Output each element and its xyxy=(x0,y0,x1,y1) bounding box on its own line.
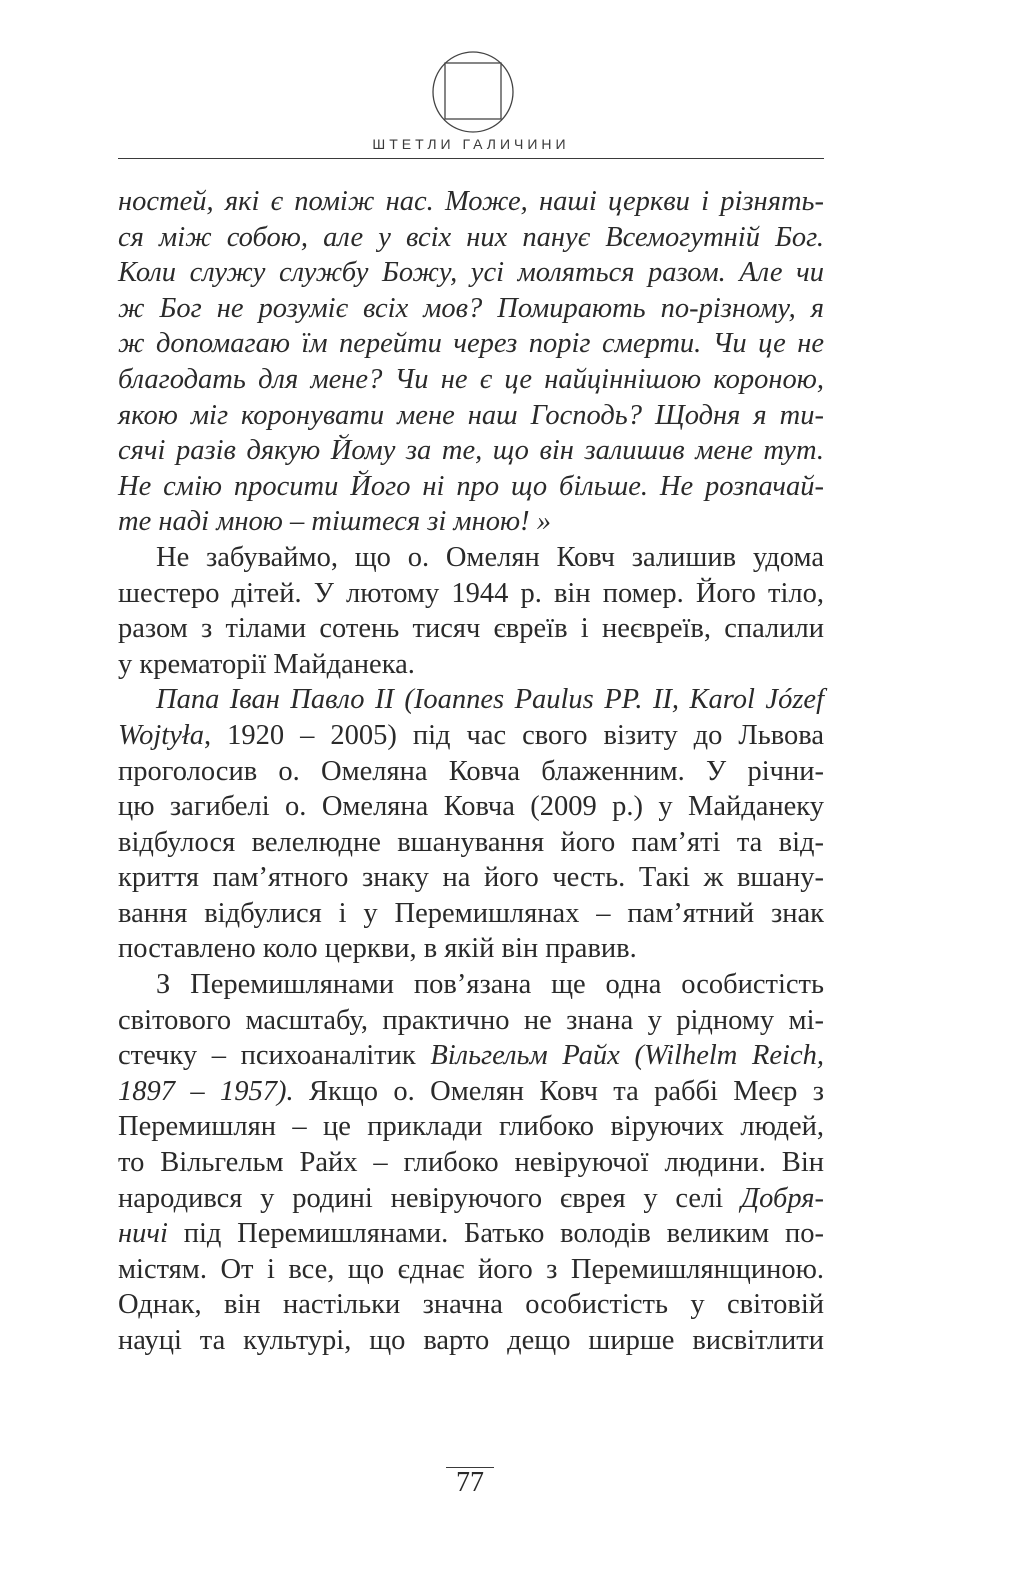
text-line: ся між собою, але у всіх них панує Всемогутній Бог. xyxy=(118,221,824,253)
text-line: З Перемишлянами пов’язана ще одна особистість xyxy=(156,969,824,1001)
text-line: сячі разів дякую Йому за те, що він залишив мене тут. xyxy=(118,435,824,467)
text-line: Не забуваймо, що о. Омелян Ковч залишив удома xyxy=(156,541,824,573)
paragraph-kovch-children xyxy=(118,540,824,682)
text-line: світового масштабу, практично не знана у рідному мі- xyxy=(118,1004,824,1036)
page-number: 77 xyxy=(456,1467,484,1498)
paragraph-reich xyxy=(118,967,824,1359)
text-line xyxy=(118,1074,824,1110)
paragraph-pope xyxy=(118,682,824,967)
text-line: ностей, які є поміж нас. Може, наші церкви і різнять- xyxy=(118,186,824,217)
text-line: разом з тілами сотень тисяч євреїв і неєвреїв, спалили xyxy=(118,613,824,645)
text-line xyxy=(118,718,824,754)
text-line: науці та культурі, що варто дещо ширше висвітлити xyxy=(118,1325,824,1356)
text-line: Перемишлян – це приклади глибоко віруючих людей, xyxy=(118,1111,824,1143)
text-line: Коли служу службу Божу, усі моляться разом. Але чи xyxy=(118,257,824,289)
text-run: Якщо о. Омелян Ковч та раббі Меєр з xyxy=(293,1075,824,1107)
text-line: містям. От і все, що єднає його з Перемишлянщиною. xyxy=(118,1253,824,1285)
text-line xyxy=(118,1216,824,1252)
text-italic: 1897 – 1957). xyxy=(118,1075,294,1107)
text-italic: ничі xyxy=(118,1218,168,1250)
circle-square-icon xyxy=(431,50,515,134)
text-line xyxy=(118,1038,824,1074)
text-line: благодать для мене? Чи не є це найціннішою короною, xyxy=(118,363,824,395)
text-italic: Wojtyła xyxy=(118,719,205,751)
text-line: цю загибелі о. Омеляна Ковча (2009 р.) у Майданеку xyxy=(118,791,824,823)
text-line: проголосив о. Омеляна Ковча блаженним. У річни- xyxy=(118,755,824,787)
text-line: вання відбулися і у Перемишлянах – пам’ятний знак xyxy=(118,897,824,929)
text-run: під Перемишлянами. Батько володів великим по- xyxy=(167,1218,824,1250)
header-divider xyxy=(118,158,824,159)
text-line: відбулося велелюдне вшанування його пам’яті та від- xyxy=(118,826,824,858)
paragraph-quote xyxy=(118,184,824,540)
text-line: Не смію просити Його ні про що більше. Не розпачай- xyxy=(118,470,824,502)
text-line: Однак, він настільки значна особистість у світовій xyxy=(118,1289,824,1321)
text-line: ж допомагаю їм перейти через поріг смерти. Чи це не xyxy=(118,328,824,360)
text-line: Папа Іван Павло ІІ (Ioannes Paulus PP. II, Karol Józef xyxy=(156,684,824,716)
text-run: стечку – психоаналітик xyxy=(118,1040,431,1072)
text-line: ж Бог не розуміє всіх мов? Помирають по-різному, я xyxy=(118,292,824,324)
text-line: поставлено коло церкви, в якій він правив. xyxy=(118,933,637,965)
text-line: у крематорії Майданека. xyxy=(118,648,415,680)
text-line: якою міг коронувати мене наш Господь? Щодня я ти- xyxy=(118,399,824,431)
text-line: то Вільгельм Райх – глибоко невіруючої людини. Він xyxy=(118,1147,824,1179)
text-line: те наді мною – тіштеся зі мною! » xyxy=(118,506,551,538)
text-italic: Добря- xyxy=(741,1182,824,1214)
text-run: , 1920 – 2005) під час свого візиту до Львова xyxy=(204,719,824,751)
text-line: криття пам’ятного знаку на його честь. Такі ж вшану- xyxy=(118,862,824,894)
text-italic: Вільгельм Райх (Wilhelm Reich, xyxy=(430,1040,824,1072)
text-run: народився у родині невіруючого єврея у селі xyxy=(118,1182,742,1214)
text-line xyxy=(118,1181,824,1217)
text-line: шестеро дітей. У лютому 1944 р. він помер. Його тіло, xyxy=(118,577,824,609)
running-head: ШТЕТЛИ ГАЛИЧИНИ xyxy=(372,136,570,152)
page-body xyxy=(118,184,824,1359)
